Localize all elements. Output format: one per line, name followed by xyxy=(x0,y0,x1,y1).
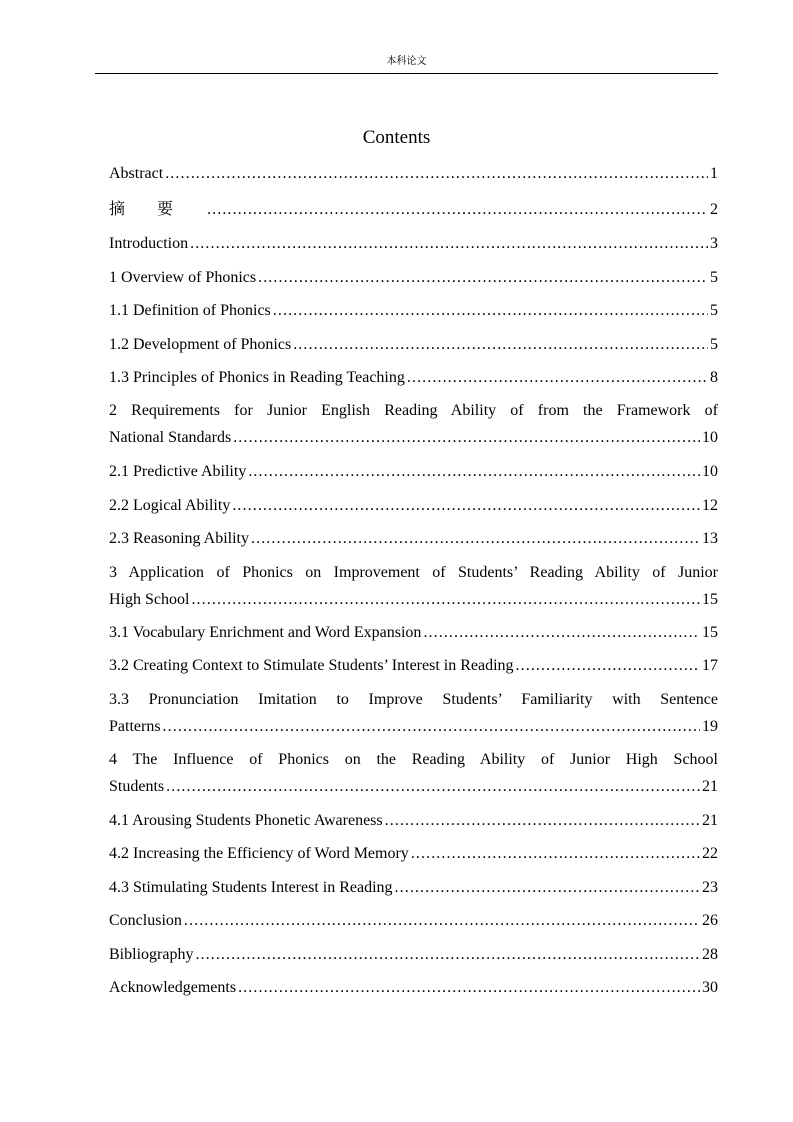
toc-entry[interactable] xyxy=(109,945,718,972)
dot-leader xyxy=(516,656,700,676)
dot-leader xyxy=(423,623,700,643)
toc-entry-title: Acknowledgements xyxy=(109,979,237,996)
toc-entry[interactable] xyxy=(109,911,718,938)
toc-entry[interactable] xyxy=(109,199,718,226)
toc-entry-line xyxy=(109,462,718,489)
toc-entry-line xyxy=(109,199,718,226)
toc-entry-title: Patterns xyxy=(109,718,161,735)
toc-entry-title: 1 Overview of Phonics xyxy=(109,269,257,286)
toc-entry-title-line: 4 The Influence of Phonics on the Reading Ability of Junior High School xyxy=(109,751,718,768)
toc-page-number: 5 xyxy=(710,269,718,286)
dot-leader xyxy=(191,590,700,610)
dot-leader xyxy=(166,777,700,797)
toc-entry-line xyxy=(109,268,718,295)
toc-entry-line xyxy=(109,164,718,191)
toc-entry-line xyxy=(109,911,718,938)
toc-entry-title: National Standards xyxy=(109,429,232,446)
toc-entry[interactable] xyxy=(109,496,718,523)
dot-leader xyxy=(395,878,700,898)
dot-leader xyxy=(232,496,700,516)
toc-entry-title: Abstract xyxy=(109,165,164,182)
toc-entry[interactable] xyxy=(109,462,718,489)
toc-entry-line xyxy=(109,234,718,261)
toc-page-number: 8 xyxy=(710,369,718,386)
toc-entry[interactable] xyxy=(109,656,718,683)
toc-entry[interactable] xyxy=(109,335,718,362)
toc-entry-title: Conclusion xyxy=(109,912,182,929)
dot-leader xyxy=(238,978,700,998)
toc-page-number: 15 xyxy=(702,591,718,608)
toc-page-number: 30 xyxy=(702,979,718,996)
dot-leader xyxy=(207,200,708,220)
toc-page-number: 12 xyxy=(702,497,718,514)
toc-entry[interactable] xyxy=(109,844,718,871)
toc-entry-line xyxy=(109,878,718,905)
dot-leader xyxy=(251,529,700,549)
toc-entry[interactable] xyxy=(109,401,718,455)
toc-entry-title: Students xyxy=(109,778,165,795)
toc-entry-line xyxy=(109,496,718,523)
toc-entry-title: 2.2 Logical Ability xyxy=(109,497,231,514)
dot-leader xyxy=(411,844,700,864)
toc-entry[interactable] xyxy=(109,268,718,295)
toc-page-number: 5 xyxy=(710,302,718,319)
toc-page-number: 17 xyxy=(702,657,718,674)
toc-entry-title-line: 3 Application of Phonics on Improvement of Students’ Reading Ability of Junior xyxy=(109,564,718,581)
toc-entry[interactable] xyxy=(109,368,718,395)
dot-leader xyxy=(165,164,708,184)
toc-entry[interactable] xyxy=(109,878,718,905)
toc-entry-line xyxy=(109,777,718,804)
toc-entry-title: 2.3 Reasoning Ability xyxy=(109,530,249,547)
toc-page-number: 5 xyxy=(710,336,718,353)
toc-entry-title: 3.1 Vocabulary Enrichment and Word Expansion xyxy=(109,624,422,641)
toc-entry[interactable] xyxy=(109,623,718,650)
toc-entry-title: 1.3 Principles of Phonics in Reading Teaching xyxy=(109,369,405,386)
dot-leader xyxy=(184,911,700,931)
toc-page-number: 23 xyxy=(702,879,718,896)
toc-page-number: 15 xyxy=(702,624,718,641)
toc-page-number: 22 xyxy=(702,845,718,862)
toc-entry-title: 摘要 xyxy=(109,199,206,218)
toc-page-number: 21 xyxy=(702,812,718,829)
toc-entry-title: 4.2 Increasing the Efficiency of Word Memory xyxy=(109,845,409,862)
toc-page-number: 2 xyxy=(710,201,718,218)
toc-entry-title: Introduction xyxy=(109,235,189,252)
dot-leader xyxy=(163,717,700,737)
toc-entry-line xyxy=(109,844,718,871)
toc-entry-line xyxy=(109,945,718,972)
toc-entry-title: 4.3 Stimulating Students Interest in Reading xyxy=(109,879,393,896)
header-rule xyxy=(95,73,718,74)
toc-page-number: 1 xyxy=(710,165,718,182)
toc-entry-line xyxy=(109,301,718,328)
toc-entry-line xyxy=(109,428,718,455)
toc-page-number: 28 xyxy=(702,946,718,963)
toc-entry-line xyxy=(109,656,718,683)
toc-entry-line xyxy=(109,623,718,650)
toc-entry-title: High School xyxy=(109,591,190,608)
toc-entry-title: Bibliography xyxy=(109,946,194,963)
toc-entry[interactable] xyxy=(109,690,718,744)
dot-leader xyxy=(385,811,700,831)
toc-page-number: 19 xyxy=(702,718,718,735)
dot-leader xyxy=(273,301,708,321)
toc-entry-line xyxy=(109,811,718,838)
toc-page-number: 10 xyxy=(702,463,718,480)
toc-page-number: 13 xyxy=(702,530,718,547)
toc-entry-title: 1.2 Development of Phonics xyxy=(109,336,292,353)
toc-entry-title-line: 3.3 Pronunciation Imitation to Improve Students’ Familiarity with Sentence xyxy=(109,691,718,708)
dot-leader xyxy=(258,268,708,288)
toc-entry-title-line: 2 Requirements for Junior English Reading Ability of from the Framework of xyxy=(109,402,718,419)
toc-page-number: 26 xyxy=(702,912,718,929)
toc-page-number: 3 xyxy=(710,235,718,252)
dot-leader xyxy=(190,234,708,254)
toc-entry[interactable] xyxy=(109,563,718,617)
running-header: 本科论文 xyxy=(386,56,427,67)
toc-entry-line xyxy=(109,529,718,556)
toc-entry-line xyxy=(109,717,718,744)
toc-entry[interactable] xyxy=(109,811,718,838)
toc-entry[interactable] xyxy=(109,164,718,191)
dot-leader xyxy=(293,335,708,355)
toc-entry-line xyxy=(109,590,718,617)
toc-entry[interactable] xyxy=(109,750,718,804)
dot-leader xyxy=(233,428,700,448)
toc-entry[interactable] xyxy=(109,978,718,1005)
toc-entry-title: 1.1 Definition of Phonics xyxy=(109,302,271,319)
dot-leader xyxy=(407,368,708,388)
toc-page-number: 10 xyxy=(702,429,718,446)
toc-entry-title: 4.1 Arousing Students Phonetic Awareness xyxy=(109,812,383,829)
dot-leader xyxy=(195,945,700,965)
toc-entry-line xyxy=(109,368,718,395)
toc-entry-title: 2.1 Predictive Ability xyxy=(109,463,247,480)
dot-leader xyxy=(248,462,700,482)
toc-entry-title: 3.2 Creating Context to Stimulate Students’ Interest in Reading xyxy=(109,657,514,674)
toc-title: Contents xyxy=(362,127,431,148)
toc-entry-line xyxy=(109,978,718,1005)
toc-page-number: 21 xyxy=(702,778,718,795)
toc-entry-line xyxy=(109,335,718,362)
toc-entry[interactable] xyxy=(109,529,718,556)
toc-entry[interactable] xyxy=(109,301,718,328)
toc-entry[interactable] xyxy=(109,234,718,261)
